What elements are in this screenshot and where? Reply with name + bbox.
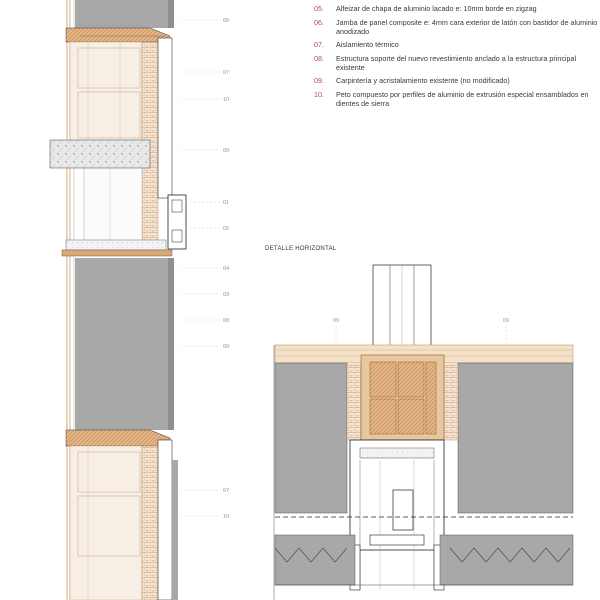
legend-list (314, 4, 598, 113)
section-marker: 07 (223, 70, 230, 76)
section-marker: 10 (223, 97, 230, 103)
section-marker: 10 (223, 514, 230, 520)
section-marker: 03 (223, 292, 230, 298)
section-marker: 09 (223, 148, 230, 154)
legend-number: 05. (314, 4, 324, 13)
legend-text: Aislamiento térmico (336, 40, 399, 50)
legend-number: 08. (314, 53, 324, 63)
section-marker: 07 (223, 488, 230, 494)
section-marker: 05 (223, 18, 230, 24)
legend-item (314, 4, 598, 13)
plan-marker: 09 (333, 318, 340, 324)
legend-text: Carpintería y acristalamiento existente (no modificado) (336, 76, 510, 86)
section-marker: 01 (223, 200, 230, 206)
section-marker: 02 (223, 226, 230, 232)
section-marker: 09 (223, 344, 230, 350)
section-marker: 08 (223, 318, 230, 324)
section-markers (223, 18, 229, 520)
legend-text: Alfeizar de chapa de aluminio lacado e: 10mm borde en zigzag (336, 4, 537, 13)
legend-number: 07. (314, 40, 324, 50)
legend-text: Peto compuesto por perfiles de aluminio de extrusión especial ensamblados en dientes de sierra (336, 89, 589, 108)
horizontal-detail (274, 265, 573, 600)
detail-title: DETALLE HORIZONTAL (265, 246, 337, 252)
legend-number: 06. (314, 17, 324, 27)
section-marker: 04 (223, 266, 230, 272)
legend-item (314, 18, 598, 36)
legend-item (314, 54, 598, 72)
plan-marker: 09 (503, 318, 510, 324)
legend-item (314, 40, 598, 49)
legend-text: Estructura soporte del nuevo revestimiento anclado a la estructura principal existente (336, 53, 577, 72)
legend-item (314, 90, 598, 108)
legend-number: 09. (314, 76, 324, 86)
legend-item (314, 76, 598, 85)
legend-text: Jamba de panel composite e: 4mm cara exterior de latón con bastidor de aluminio anodizado (336, 17, 598, 36)
vertical-section (50, 0, 230, 600)
legend-number: 10. (314, 89, 324, 99)
